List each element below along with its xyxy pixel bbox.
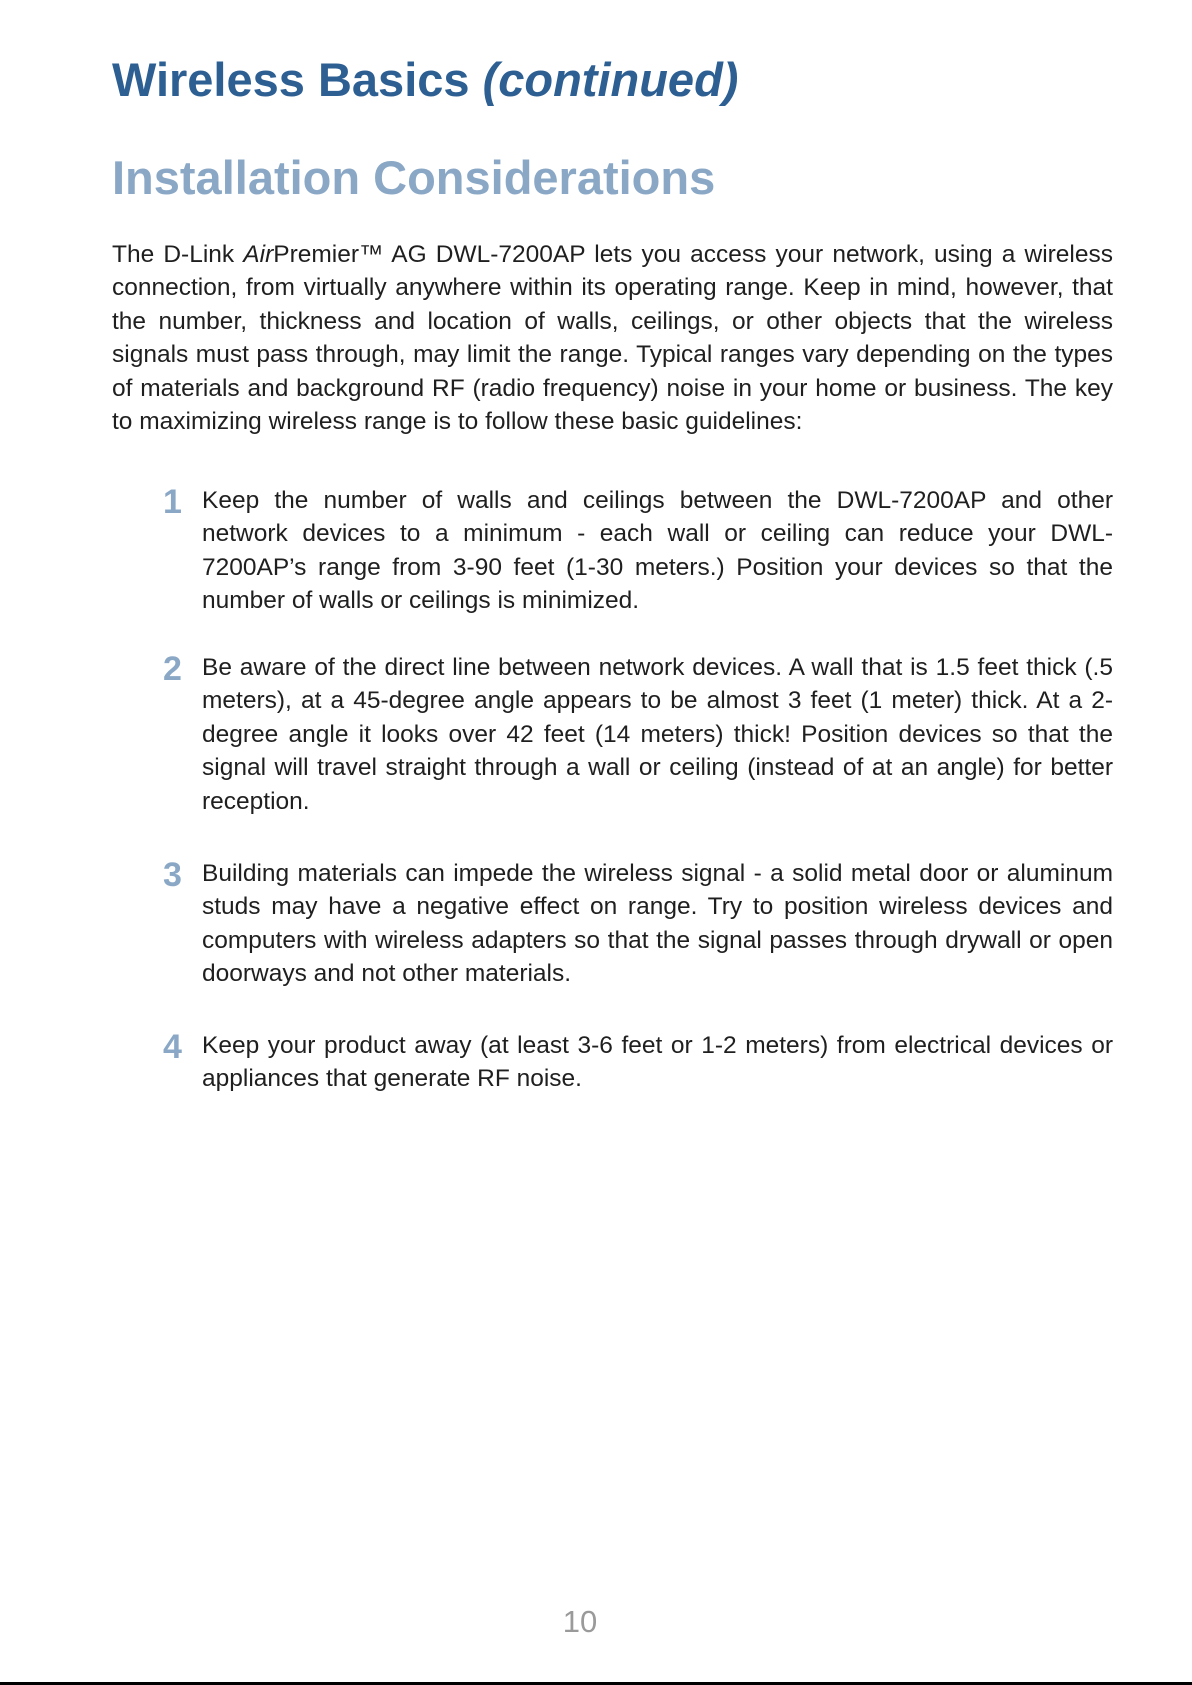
page-title <box>112 52 738 107</box>
page-number: 10 <box>562 1604 598 1639</box>
guideline-text: Keep your product away (at least 3-6 feet or 1-2 meters) from electrical devices or appliances that generate RF noise. <box>202 1032 1113 1093</box>
guideline-number: 3 <box>163 856 182 894</box>
guideline-text: Building materials can impede the wireless signal - a solid metal door or aluminum studs may have a negative effect on range. Try to position wireless devices and computers with wireless adapters so that the signal passes through drywall or open doorways and not other materials. <box>202 860 1113 988</box>
intro-paragraph <box>112 238 1113 438</box>
guideline-text: Be aware of the direct line between network devices. A wall that is 1.5 feet thick (.5 meters), at a 45-degree angle appears to be almost 3 feet (1 meter) thick. At a 2-degree angle it looks over 42 feet (14 meters) thick! Position devices so that the signal will travel straight through a wall or ceiling (instead of at an angle) for better reception. <box>202 654 1113 815</box>
page-title-main: Wireless Basics <box>112 53 470 106</box>
guideline-number: 1 <box>163 483 182 521</box>
intro-brand-italic: Air <box>243 241 274 268</box>
guideline-number: 2 <box>163 650 182 688</box>
intro-prefix: The D-Link <box>112 241 244 268</box>
page-title-continued: (continued) <box>482 53 739 106</box>
guideline-text: Keep the number of walls and ceilings between the DWL-7200AP and other network devices to a minimum - each wall or ceiling can reduce your DWL-7200AP’s range from 3-90 feet (1-30 meters.) Position your devices so that the number of walls or ceilings is minimized. <box>202 487 1113 615</box>
intro-suffix: Premier™ AG DWL-7200AP lets you access your network, using a wireless connection, from virtually anywhere within its operating range. Keep in mind, however, that the number, thickness and location of walls, ceilings, or other objects that the wireless signals must pass through, may limit the range. Typical ranges vary depending on the types of materials and background RF (radio frequency) noise in your home or business. The key to maximizing wireless range is to follow these basic guidelines: <box>112 241 1113 436</box>
guideline-number: 4 <box>163 1028 182 1066</box>
section-title: Installation Considerations <box>112 151 716 204</box>
